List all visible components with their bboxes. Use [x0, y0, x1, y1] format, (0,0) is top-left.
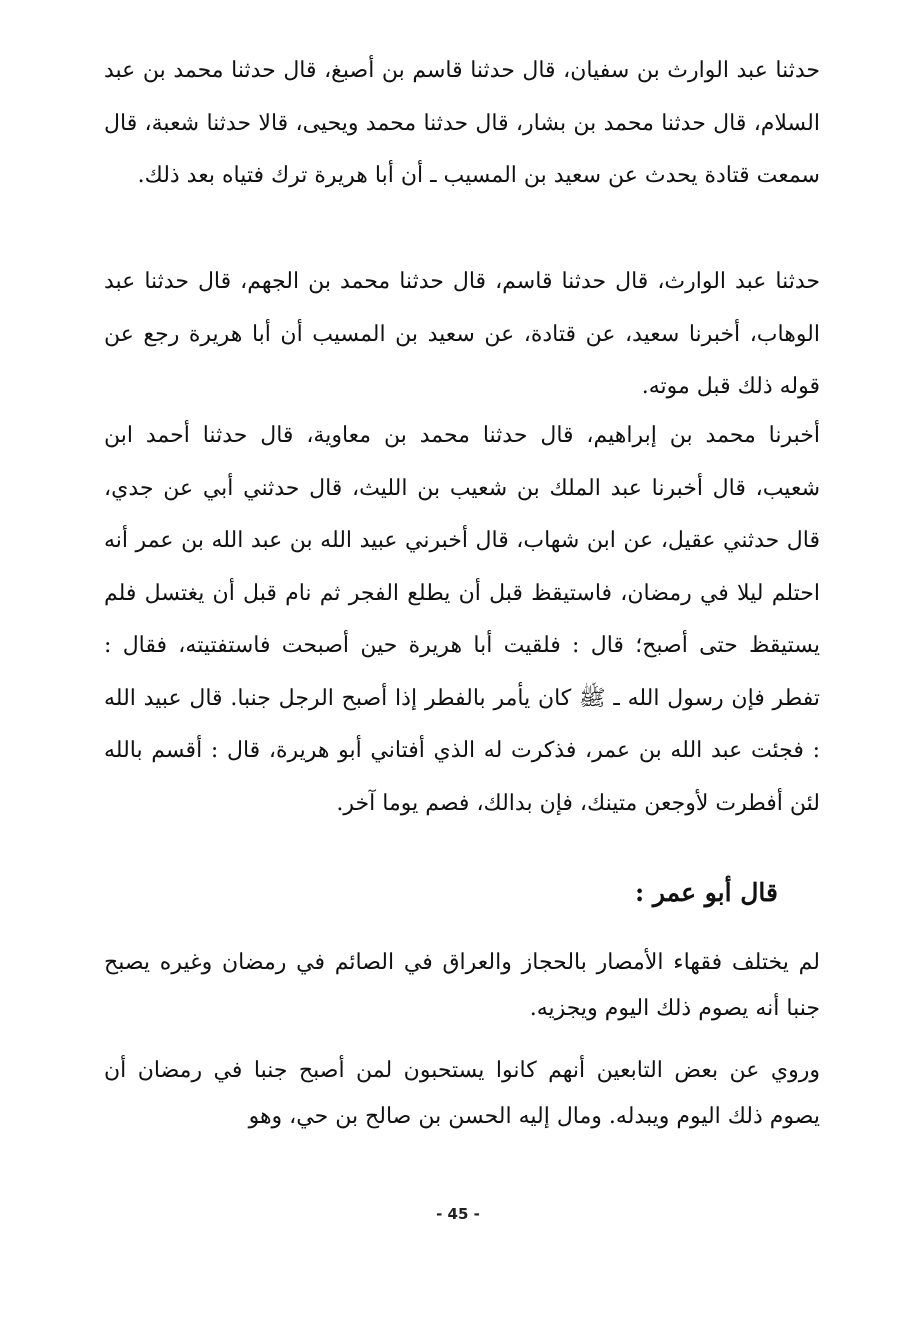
paragraph-1: حدثنا عبد الوارث بن سفيان، قال حدثنا قاسم بن أصبغ، قال حدثنا محمد بن عبد السلام، قال حدثنا محمد بن بشار، قال حدثنا محمد ويحيى، قالا حدثنا شعبة، قال سمعت قتادة يحدث عن سعيد بن المسيب ـ أن أبا هريرة ترك فتياه بعد ذلك.: [104, 58, 820, 188]
paragraph-4: لم يختلف فقهاء الأمصار بالحجاز والعراق في الصائم في رمضان وغيره يصبح جنبا أنه يصوم ذلك اليوم ويجزيه.: [104, 950, 820, 1021]
paragraph-2: حدثنا عبد الوارث، قال حدثنا قاسم، قال حدثنا محمد بن الجهم، قال حدثنا عبد الوهاب، أخبرنا سعيد، عن قتادة، عن سعيد بن المسيب أن أبا هريرة رجع عن قوله ذلك قبل موته.: [104, 269, 820, 399]
section-heading: قال أبو عمر :: [634, 878, 778, 907]
paragraph-3: أخبرنا محمد بن إبراهيم، قال حدثنا محمد بن معاوية، قال حدثنا أحمد ابن شعيب، قال أخبرنا عبد الملك بن شعيب بن الليث، قال حدثني أبي عن جدي، قال حدثني عقيل، عن ابن شهاب، قال أخبرني عبيد الله بن عبد الله بن عمر أنه احتلم ليلا في رمضان، فاستيقظ قبل أن يطلع الفجر ثم نام قبل أن يغتسل فلم يستيقظ حتى أصبح؛ قال : فلقيت أبا هريرة حين أصبحت فاستفتيته، فقال : تفطر فإن رسول الله ـ ﷺ كان يأمر بالفطر إذا أصبح الرجل جنبا. قال عبيد الله : فجئت عبد الله بن عمر، فذكرت له الذي أفتاني أبو هريرة، قال : أقسم بالله لئن أفطرت لأوجعن متينك، فإن بدالك، فصم يوما آخر.: [104, 423, 820, 816]
paragraph-5: وروي عن بعض التابعين أنهم كانوا يستحبون لمن أصبح جنبا في رمضان أن يصوم ذلك اليوم ويبدله. ومال إليه الحسن بن صالح بن حي، وهو: [104, 1058, 820, 1129]
page-number: - 45 -: [436, 1205, 480, 1223]
